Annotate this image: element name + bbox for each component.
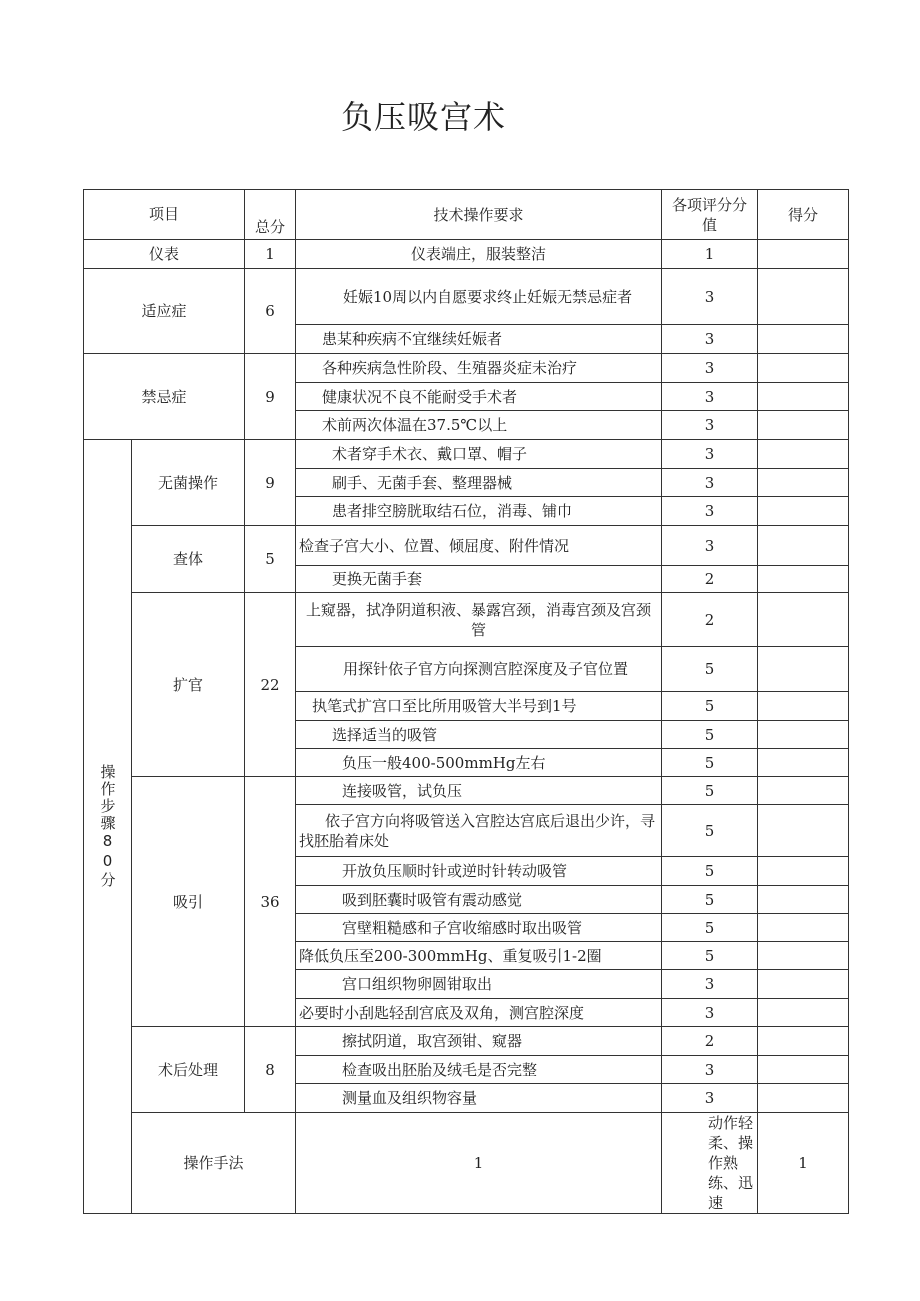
score-value: 2 (662, 593, 758, 647)
score-value: 3 (662, 1056, 758, 1084)
steps-label-cell (84, 440, 132, 1214)
item-label: 操作手法 (132, 1113, 296, 1214)
requirement: 擦拭阴道，取宫颈钳、窥器 (296, 1027, 662, 1056)
got-cell (758, 805, 849, 857)
got-cell (758, 566, 849, 593)
got-cell (758, 692, 849, 721)
table-row (84, 777, 849, 805)
score-value: 3 (662, 269, 758, 325)
score-value: 1 (758, 1113, 849, 1214)
score-value: 5 (662, 777, 758, 805)
requirement: 术前两次体温在37.5℃以上 (296, 411, 662, 440)
score-value: 3 (662, 325, 758, 354)
item-label: 禁忌症 (84, 354, 245, 440)
score-value: 3 (662, 383, 758, 411)
score-value: 5 (662, 942, 758, 970)
steps-label: 操作步骤80分 (98, 764, 117, 889)
score-value: 3 (662, 440, 758, 469)
requirement: 选择适当的吸管 (296, 721, 662, 749)
requirement: 妊娠10周以内自愿要求终止妊娠无禁忌症者 (296, 269, 662, 325)
item-label: 查体 (132, 526, 245, 593)
requirement: 检查子宫大小、位置、倾屈度、附件情况 (296, 526, 662, 566)
got-cell (758, 497, 849, 526)
got-cell (758, 354, 849, 383)
got-cell (758, 411, 849, 440)
requirement: 执笔式扩宫口至比所用吸管大半号到1号 (296, 692, 662, 721)
item-label: 术后处理 (132, 1027, 245, 1113)
got-cell (758, 240, 849, 269)
got-cell (758, 970, 849, 999)
score-value: 3 (662, 970, 758, 999)
score-value: 5 (662, 692, 758, 721)
header-each-score: 各项评分分值 (662, 190, 758, 240)
requirement: 吸到胚囊时吸管有震动感觉 (296, 886, 662, 914)
score-value: 2 (662, 1027, 758, 1056)
requirement: 检查吸出胚胎及绒毛是否完整 (296, 1056, 662, 1084)
score-value: 5 (662, 647, 758, 692)
requirement: 患某种疾病不宜继续妊娠者 (296, 325, 662, 354)
score-value: 2 (662, 566, 758, 593)
item-label: 无菌操作 (132, 440, 245, 526)
table-row (84, 526, 849, 566)
score-value: 3 (662, 1084, 758, 1113)
page-title: 负压吸宫术 (341, 98, 507, 136)
requirement: 必要时小刮匙轻刮宫底及双角，测宫腔深度 (296, 999, 662, 1027)
item-total: 9 (245, 354, 296, 440)
requirement: 健康状况不良不能耐受手术者 (296, 383, 662, 411)
item-label: 扩官 (132, 593, 245, 777)
header-total: 总分 (245, 190, 296, 240)
item-label: 吸引 (132, 777, 245, 1027)
score-value: 5 (662, 721, 758, 749)
got-cell (758, 886, 849, 914)
table-row (84, 593, 849, 647)
got-cell (758, 777, 849, 805)
table-row (84, 240, 849, 269)
got-cell (758, 526, 849, 566)
got-cell (758, 999, 849, 1027)
item-total: 1 (296, 1113, 662, 1214)
score-value: 3 (662, 526, 758, 566)
item-label: 适应症 (84, 269, 245, 354)
score-table (83, 189, 849, 1214)
got-cell (758, 1084, 849, 1113)
header-item: 项目 (84, 190, 245, 240)
score-value: 3 (662, 469, 758, 497)
requirement: 刷手、无菌手套、整理器械 (296, 469, 662, 497)
requirement: 连接吸管，试负压 (296, 777, 662, 805)
requirement: 动作轻柔、操作熟练、迅速 (662, 1113, 758, 1214)
table-row (84, 269, 849, 325)
header-got: 得分 (758, 190, 849, 240)
item-total: 1 (245, 240, 296, 269)
got-cell (758, 469, 849, 497)
got-cell (758, 440, 849, 469)
requirement: 更换无菌手套 (296, 566, 662, 593)
table-row (84, 354, 849, 383)
table-row (84, 1027, 849, 1056)
item-total: 36 (245, 777, 296, 1027)
item-label: 仪表 (84, 240, 245, 269)
table-row (84, 1113, 849, 1214)
requirement: 术者穿手术衣、戴口罩、帽子 (296, 440, 662, 469)
requirement: 仪表端庄，服装整洁 (296, 240, 662, 269)
got-cell (758, 1056, 849, 1084)
table-row (84, 440, 849, 469)
item-total: 8 (245, 1027, 296, 1113)
got-cell (758, 269, 849, 325)
got-cell (758, 1027, 849, 1056)
requirement: 测量血及组织物容量 (296, 1084, 662, 1113)
got-cell (758, 914, 849, 942)
requirement: 宫壁粗糙感和子宫收缩感时取出吸管 (296, 914, 662, 942)
header-row (84, 190, 849, 240)
score-value: 5 (662, 886, 758, 914)
requirement: 开放负压顺时针或逆时针转动吸管 (296, 857, 662, 886)
got-cell (758, 857, 849, 886)
requirement: 各种疾病急性阶段、生殖器炎症未治疗 (296, 354, 662, 383)
score-value: 5 (662, 914, 758, 942)
score-value: 1 (662, 240, 758, 269)
requirement: 患者排空膀胱取结石位，消毒、铺巾 (296, 497, 662, 526)
got-cell (758, 647, 849, 692)
requirement: 负压一般400-500mmHg左右 (296, 749, 662, 777)
score-value: 3 (662, 999, 758, 1027)
item-total: 22 (245, 593, 296, 777)
got-cell (758, 383, 849, 411)
score-value: 3 (662, 354, 758, 383)
got-cell (758, 942, 849, 970)
item-total: 5 (245, 526, 296, 593)
got-cell (758, 721, 849, 749)
score-value: 3 (662, 497, 758, 526)
score-value: 5 (662, 749, 758, 777)
requirement: 用探针依子官方向探测宫腔深度及子官位置 (296, 647, 662, 692)
requirement: 依子宫方向将吸管送入宫腔达宫底后退出少许，寻找胚胎着床处 (296, 805, 662, 857)
score-value: 5 (662, 805, 758, 857)
got-cell (758, 325, 849, 354)
item-total: 6 (245, 269, 296, 354)
score-value: 3 (662, 411, 758, 440)
requirement: 降低负压至200-300mmHg、重复吸引1-2圈 (296, 942, 662, 970)
requirement: 上窥器，拭净阴道积液、暴露宫颈，消毒宫颈及宫颈管 (296, 593, 662, 647)
header-requirement: 技术操作要求 (296, 190, 662, 240)
score-value: 5 (662, 857, 758, 886)
requirement: 宫口组织物卵圆钳取出 (296, 970, 662, 999)
got-cell (758, 749, 849, 777)
item-total: 9 (245, 440, 296, 526)
got-cell (758, 593, 849, 647)
